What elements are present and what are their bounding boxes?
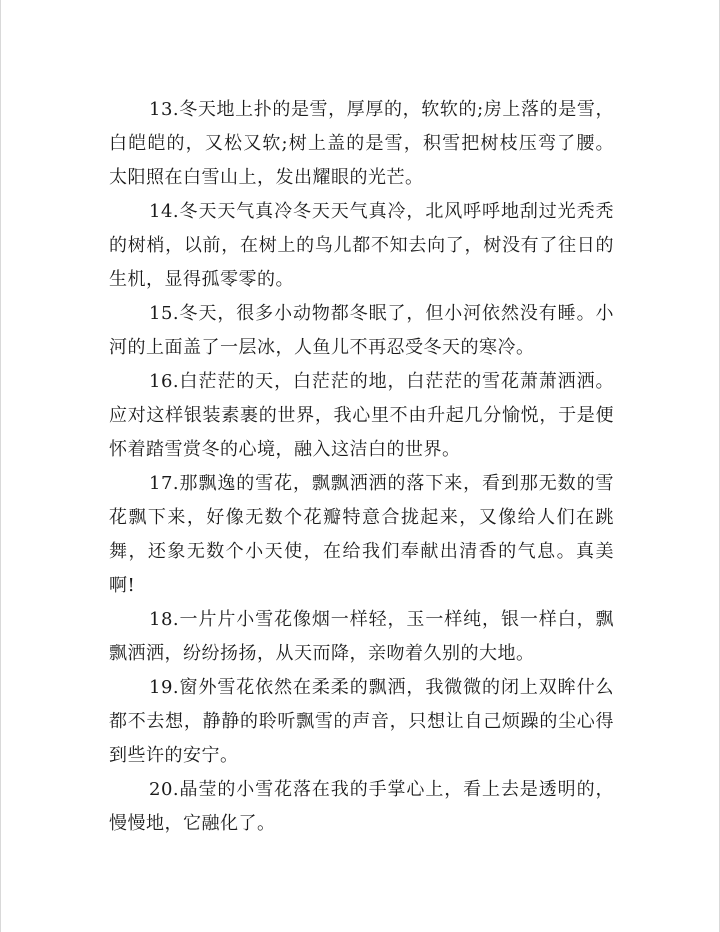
paragraph-13: 13.冬天地上扑的是雪，厚厚的，软软的;房上落的是雪，白皑皑的，又松又软;树上盖的是雪，积雪把树枝压弯了腰。太阳照在白雪山上，发出耀眼的光芒。 — [109, 99, 614, 188]
document-body — [109, 93, 614, 841]
paragraph-20: 20.晶莹的小雪花落在我的手掌心上，看上去是透明的，慢慢地，它融化了。 — [109, 779, 614, 834]
paragraph-15: 15.冬天，很多小动物都冬眠了，但小河依然没有睡。小河的上面盖了一层冰，人鱼儿不再忍受冬天的寒冷。 — [109, 303, 614, 358]
paragraph-17: 17.那飘逸的雪花，飘飘洒洒的落下来，看到那无数的雪花飘下来，好像无数个花瓣特意合拢起来，又像给人们在跳舞，还象无数个小天使，在给我们奉献出清香的气息。真美啊! — [109, 473, 614, 596]
paragraph-14: 14.冬天天气真冷冬天天气真冷，北风呼呼地刮过光秃秃的树梢，以前，在树上的鸟儿都不知去向了，树没有了往日的生机，显得孤零零的。 — [109, 201, 614, 290]
paragraph-19: 19.窗外雪花依然在柔柔的飘洒，我微微的闭上双眸什么都不去想，静静的聆听飘雪的声音，只想让自己烦躁的尘心得到些许的安宁。 — [109, 677, 614, 766]
paragraph-16: 16.白茫茫的天，白茫茫的地，白茫茫的雪花萧萧洒洒。应对这样银装素裹的世界，我心里不由升起几分愉悦，于是便怀着踏雪赏冬的心境，融入这洁白的世界。 — [109, 371, 614, 460]
paragraph-18: 18.一片片小雪花像烟一样轻，玉一样纯，银一样白，飘飘洒洒，纷纷扬扬，从天而降，亲吻着久别的大地。 — [109, 609, 614, 664]
